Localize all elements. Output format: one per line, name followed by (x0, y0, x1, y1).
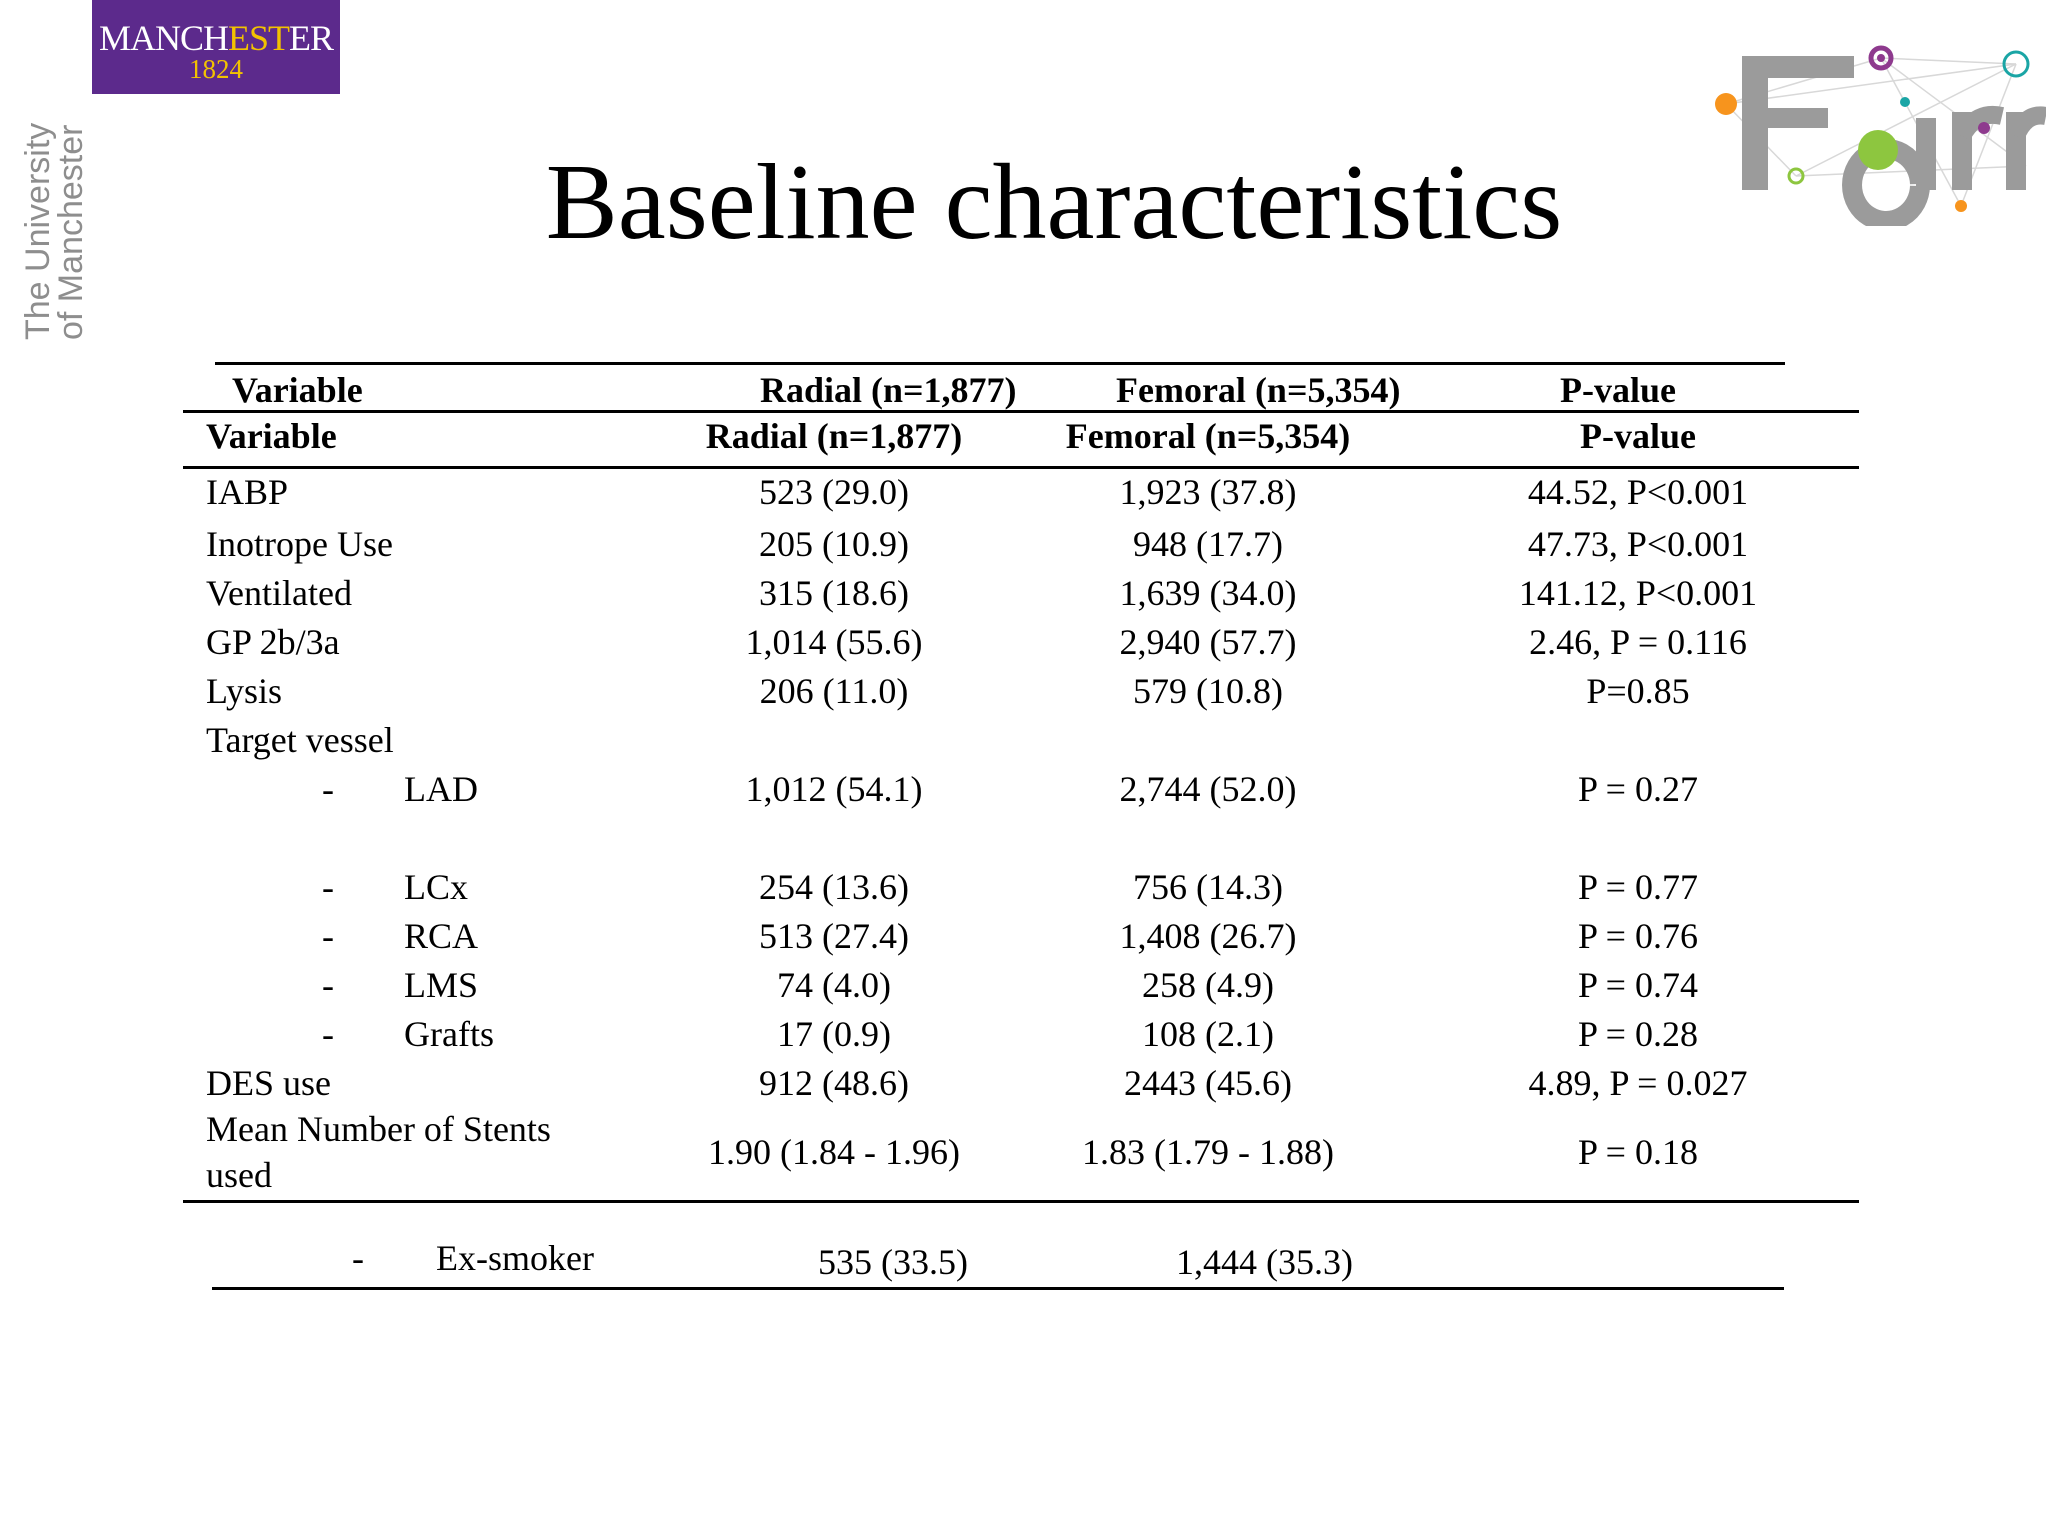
row-ventilated-radial: 315 (18.6) (759, 573, 909, 613)
row-lad-femoral: 2,744 (52.0) (1119, 769, 1297, 809)
row-rca-femoral: 1,408 (26.7) (1119, 916, 1297, 956)
row-rca-variable: RCA (404, 916, 479, 956)
row-inotrope-pvalue: 47.73, P<0.001 (1527, 524, 1749, 564)
header-radial: Radial (n=1,877) (705, 416, 963, 456)
ghost-header-variable: Variable (232, 370, 363, 410)
row-gp-pvalue: 2.46, P = 0.116 (1529, 622, 1747, 662)
page-title: Baseline characteristics (545, 143, 1563, 262)
row-ventilated-pvalue: 141.12, P<0.001 (1518, 573, 1758, 613)
table-bottom-rule (183, 1200, 1859, 1203)
row-lms-radial: 74 (4.0) (777, 965, 891, 1005)
row-des-femoral: 2443 (45.6) (1124, 1063, 1292, 1103)
row-des-radial: 912 (48.6) (759, 1063, 909, 1103)
row-iabp-femoral: 1,923 (37.8) (1119, 472, 1297, 512)
row-lad-dash: - (322, 769, 334, 809)
header-bottom-rule (183, 466, 1859, 469)
ghost-footer-variable: Ex-smoker (436, 1238, 594, 1278)
row-lysis-femoral: 579 (10.8) (1133, 671, 1283, 711)
row-lcx-femoral: 756 (14.3) (1133, 867, 1283, 907)
row-inotrope-radial: 205 (10.9) (759, 524, 909, 564)
row-iabp-variable: IABP (206, 472, 289, 512)
row-stents-variable-line1: Mean Number of Stents (206, 1109, 551, 1149)
row-stents-femoral: 1.83 (1.79 - 1.88) (1082, 1132, 1334, 1172)
row-lcx-variable: LCx (404, 867, 469, 907)
row-stents-pvalue: P = 0.18 (1578, 1132, 1698, 1172)
row-lysis-variable: Lysis (206, 671, 283, 711)
ghost-footer-rule (212, 1287, 1784, 1290)
row-gp-radial: 1,014 (55.6) (745, 622, 923, 662)
row-lysis-radial: 206 (11.0) (759, 671, 909, 711)
header-femoral: Femoral (n=5,354) (1065, 416, 1351, 456)
row-iabp-pvalue: 44.52, P<0.001 (1527, 472, 1749, 512)
header-pvalue: P-value (1580, 416, 1696, 456)
row-ventilated-femoral: 1,639 (34.0) (1119, 573, 1297, 613)
manchester-logo-wordmark: MANCHESTER (98, 18, 334, 58)
manchester-logo (92, 0, 340, 94)
ghost-header-pvalue: P-value (1560, 370, 1676, 410)
row-lms-pvalue: P = 0.74 (1578, 965, 1698, 1005)
row-rca-pvalue: P = 0.76 (1578, 916, 1698, 956)
row-lcx-dash: - (322, 867, 334, 907)
ghost-footer-radial: 535 (33.5) (818, 1242, 968, 1282)
row-gp-variable: GP 2b/3a (206, 622, 340, 662)
manchester-logo-year: 1824 (189, 54, 243, 84)
row-rca-radial: 513 (27.4) (759, 916, 909, 956)
row-stents-radial: 1.90 (1.84 - 1.96) (708, 1132, 960, 1172)
row-lysis-pvalue: P=0.85 (1586, 671, 1690, 711)
ghost-footer-femoral: 1,444 (35.3) (1176, 1242, 1353, 1282)
row-lad-variable: LAD (404, 769, 478, 809)
row-grafts-dash: - (322, 1014, 334, 1054)
row-lcx-pvalue: P = 0.77 (1578, 867, 1698, 907)
row-rca-dash: - (322, 916, 334, 956)
row-gp-femoral: 2,940 (57.7) (1119, 622, 1297, 662)
row-lms-femoral: 258 (4.9) (1142, 965, 1274, 1005)
row-inotrope-femoral: 948 (17.7) (1133, 524, 1283, 564)
row-inotrope-variable: Inotrope Use (206, 524, 393, 564)
row-lad-pvalue: P = 0.27 (1578, 769, 1698, 809)
row-grafts-femoral: 108 (2.1) (1142, 1014, 1274, 1054)
row-des-variable: DES use (206, 1063, 331, 1103)
row-lms-dash: - (322, 965, 334, 1005)
row-lcx-radial: 254 (13.6) (759, 867, 909, 907)
row-lad-radial: 1,012 (54.1) (745, 769, 923, 809)
row-grafts-radial: 17 (0.9) (777, 1014, 891, 1054)
row-stents-variable-line2: used (206, 1155, 272, 1195)
ghost-header-radial: Radial (n=1,877) (760, 370, 1017, 410)
row-grafts-variable: Grafts (404, 1014, 494, 1054)
row-target-vessel-variable: Target vessel (206, 720, 394, 760)
ghost-header-femoral: Femoral (n=5,354) (1116, 370, 1401, 410)
row-ventilated-variable: Ventilated (206, 573, 352, 613)
row-lms-variable: LMS (404, 965, 479, 1005)
header-variable: Variable (206, 416, 337, 456)
row-iabp-radial: 523 (29.0) (759, 472, 909, 512)
row-des-pvalue: 4.89, P = 0.027 (1528, 1063, 1748, 1103)
ghost-header-top-rule (215, 362, 1785, 365)
row-grafts-pvalue: P = 0.28 (1578, 1014, 1698, 1054)
university-name-vertical: The University of Manchester (19, 122, 90, 340)
ghost-footer-dash: - (352, 1238, 364, 1278)
